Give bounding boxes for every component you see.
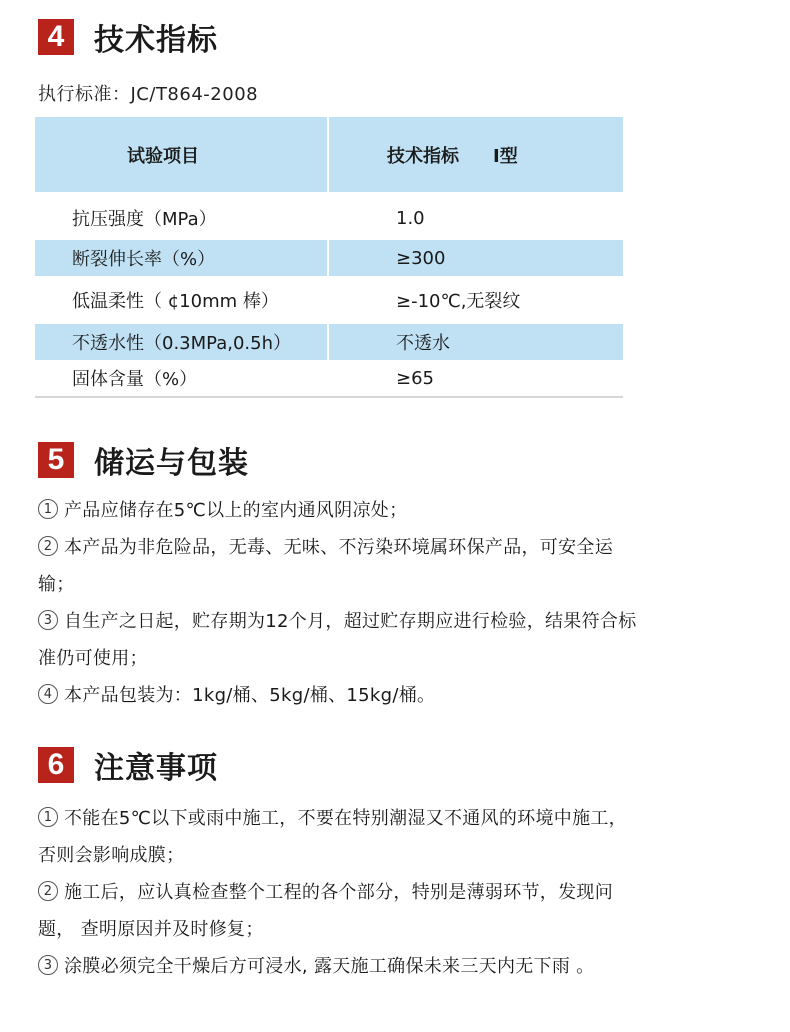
row-value: ≥65: [396, 367, 434, 389]
section-title: 技术指标: [94, 23, 218, 58]
row-value: ≥300: [396, 247, 446, 269]
circled-number: 2: [38, 536, 58, 556]
list-item: [38, 874, 638, 948]
circled-number: 4: [38, 684, 58, 704]
list-item: [38, 948, 638, 985]
section-5-header: [38, 440, 249, 480]
list-item-text: 自生产之日起，贮存期为12个月，超过贮存期应进行检验，结果符合标准仍可使用；: [38, 611, 637, 669]
row-item: 抗压强度（MPa）: [35, 196, 329, 240]
section-title: 注意事项: [94, 751, 218, 786]
row-item: 低温柔性（ ¢10mm 棒）: [35, 276, 329, 324]
list-item: [38, 492, 638, 529]
section-number-badge: 6: [38, 747, 74, 783]
circled-number: 1: [38, 807, 58, 827]
circled-number: 3: [38, 955, 58, 975]
spec-table: [35, 117, 623, 398]
table-row: [35, 196, 623, 240]
list-item: [38, 800, 638, 874]
header-item: 试验项目: [35, 117, 329, 192]
table-header: [35, 117, 623, 192]
storage-list: [38, 492, 638, 714]
row-value: 1.0: [396, 207, 425, 229]
list-item: [38, 529, 638, 603]
row-value: ≥-10℃,无裂纹: [396, 291, 521, 312]
table-row: [35, 324, 623, 360]
table-row: [35, 276, 623, 324]
table-row: [35, 240, 623, 276]
list-item-text: 本产品包装为：1kg/桶、5kg/桶、15kg/桶。: [64, 685, 436, 706]
header-spec-label: 技术指标: [387, 145, 459, 167]
section-4-header: [38, 17, 218, 57]
list-item-text: 本产品为非危险品，无毒、无味、不污染环境属环保产品，可安全运输；: [38, 537, 613, 595]
header-spec: [329, 117, 623, 192]
section-number-badge: 4: [38, 19, 74, 55]
list-item: [38, 677, 638, 714]
table-row: [35, 360, 623, 398]
circled-number: 3: [38, 610, 58, 630]
list-item-text: 施工后，应认真检查整个工程的各个部分，特别是薄弱环节，发现问题， 查明原因并及时修复；: [38, 882, 613, 940]
list-item: [38, 603, 638, 677]
list-item-text: 产品应储存在5℃以上的室内通风阴凉处；: [64, 500, 408, 521]
row-item: 不透水性（0.3MPa,0.5h）: [35, 324, 329, 360]
circled-number: 2: [38, 881, 58, 901]
section-6-header: [38, 745, 218, 785]
row-item: 断裂伸长率（%）: [35, 240, 329, 276]
section-number-badge: 5: [38, 442, 74, 478]
row-item: 固体含量（%）: [35, 360, 329, 396]
list-item-text: 涂膜必须完全干燥后方可浸水, 露天施工确保未来三天内无下雨 。: [64, 956, 595, 977]
section-title: 储运与包装: [94, 446, 249, 481]
standard-text: 执行标准：JC/T864-2008: [38, 84, 259, 105]
precautions-list: [38, 800, 638, 985]
circled-number: 1: [38, 499, 58, 519]
row-value: 不透水: [396, 333, 450, 354]
header-type-label: I型: [493, 145, 518, 167]
list-item-text: 不能在5℃以下或雨中施工，不要在特别潮湿又不通风的环境中施工，否则会影响成膜；: [38, 808, 627, 866]
